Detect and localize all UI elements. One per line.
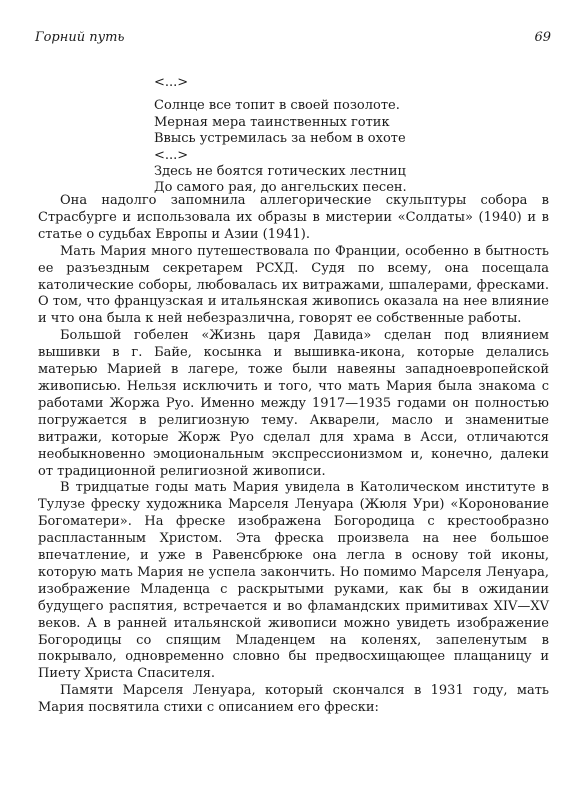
paragraph: В тридцатые годы мать Мария увидела в Католическом институте в Тулузе фреску художника Марселя Ленуара (Жюля Ури) «Коронование Богоматери». На фреске изображена Богородица с крестообразно распластанным Христом. Эта фреска произвела на нее большое впечатление, и уже в Равенсбрюке она легла в основу той иконы, которую мать Мария не успела закончить. Но помимо Марселя Ленуара, изображение Младенца с раскрытыми руками, как бы в ожидании будущего распятия, встречается и во фламандских примитивах XIV—XV веков. А в ранней итальянской живописи можно увидеть изображение Богородицы со спящим Младенцем на коленях, запеленутым в покрывало, одновременно словно бы предвосхищающее плащаницу и Пиету Христа Спасителя. xyxy=(38,480,549,682)
poem-line: Здесь не боятся готических лестниц xyxy=(154,164,406,180)
body-text xyxy=(38,193,549,717)
poem-line: Мерная мера таинственных готик xyxy=(154,114,390,130)
running-head xyxy=(35,30,551,50)
poem-ellipsis: <...> xyxy=(154,75,189,90)
poem-line: До самого рая, до ангельских песен. xyxy=(154,180,407,196)
poem-quote xyxy=(154,75,454,197)
paragraph: Большой гобелен «Жизнь царя Давида» сделан под влиянием вышивки в г. Байе, косынка и вышивка-икона, которые делались матерью Марией в лагере, тоже были навеяны западноевропейской живописью. Нельзя исключить и того, что мать Мария была знакома с работами Жоржа Руо. Именно между 1917—1935 годами он полностью погружается в религиозную тему. Акварели, масло и знаменитые витражи, которые Жорж Руо сделал для храма в Асси, отличаются необыкновенно эмоциональным экспрессионизмом и, конечно, далеки от традиционной религиозной живописи. xyxy=(38,328,549,479)
poem-ellipsis: <...> xyxy=(154,147,189,163)
paragraph: Мать Мария много путешествовала по Франции, особенно в бытность ее разъездным секретарем РСХД. Судя по всему, она посещала католические соборы, любовалась их витражами, шпалерами, фресками. О том, что французская и итальянская живопись оказала на нее влияние и что она была к ней небезразлична, говорят ее собственные работы. xyxy=(38,243,549,327)
page-number: 69 xyxy=(534,30,551,45)
running-title: Горний путь xyxy=(35,30,125,45)
poem-line: Солнце все топит в своей позолоте. xyxy=(154,98,400,114)
paragraph: Памяти Марселя Ленуара, который скончался в 1931 году, мать Мария посвятила стихи с описанием его фрески: xyxy=(38,683,549,716)
paragraph: Она надолго запомнила аллегорические скульптуры собора в Страсбурге и использовала их образы в мистерии «Солдаты» (1940) и в статье о судьбах Европы и Азии (1941). xyxy=(38,193,549,242)
poem-line: Ввысь устремилась за небом в охоте xyxy=(154,131,406,147)
